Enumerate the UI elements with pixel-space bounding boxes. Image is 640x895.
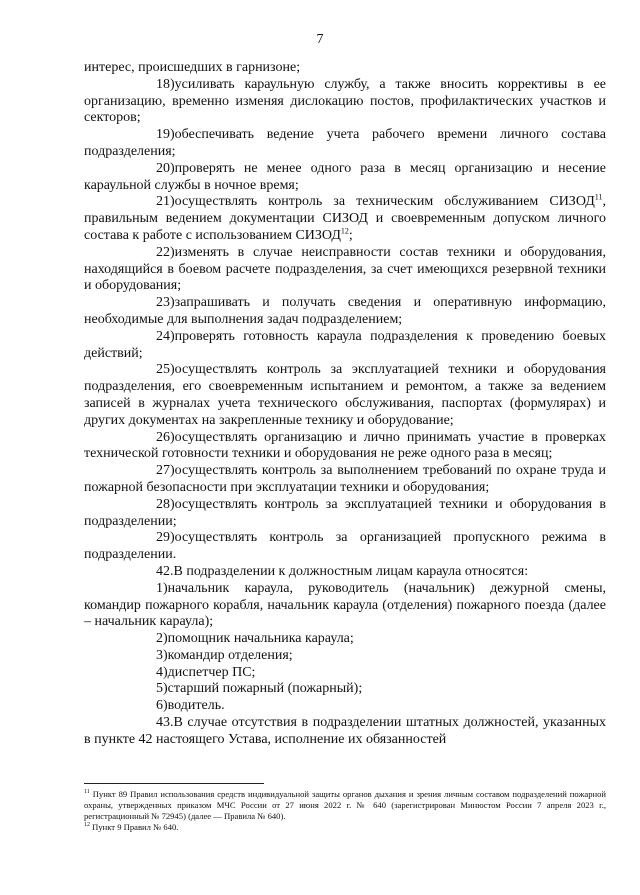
paragraph-text: начальник караула, руководитель (начальник) дежурной смены, командир пожарного корабля, начальник караула (отделения) пожарного поезда (далее – начальник караула); <box>84 580 606 630</box>
paragraph <box>84 715 606 749</box>
item-number: 27) <box>156 463 175 479</box>
footnote-text: Пункт 89 Правил использования средств индивидуальной защиты органов дыхания и зрения личным составом подразделений пожарной охраны, утвержденных приказом МЧС России от 27 июня 2022 г. № 640 (зарегистрирован Минюстом России 7 апреля 2023 г., регистрационный № 72945) (далее — Правила № 640). <box>84 789 606 821</box>
footnote-mark: 12 <box>84 822 90 829</box>
paragraph-text: осуществлять контроль за эксплуатацией техники и оборудования подразделения, его своевременным испытанием и ремонтом, а также за ведением записей в журналах учета технического обслуживания, паспортах (формулярах) и других документах на закрепленные технику и оборудование; <box>84 362 606 428</box>
item-number: 24) <box>156 328 175 344</box>
item-number: 1) <box>156 580 168 596</box>
paragraph-text: осуществлять контроль за организацией пропускного режима в подразделении. <box>84 530 606 563</box>
paragraph-text: обеспечивать ведение учета рабочего времени личного состава подразделения; <box>84 127 606 159</box>
paragraph <box>84 665 606 682</box>
footnote-mark: 11 <box>84 789 90 796</box>
paragraph <box>84 194 606 244</box>
item-number: 2) <box>156 631 168 647</box>
paragraph-text: командир отделения; <box>167 647 293 663</box>
paragraph-text: ; <box>348 227 353 243</box>
paragraph-text: запрашивать и получать сведения и оперативную информацию, необходимые для выполнения задач подразделением; <box>84 295 606 327</box>
paragraph-text: , правильным ведением документации СИЗОД и своевременным допуском личного состава к работе с использованием СИЗОД <box>84 194 606 243</box>
paragraph <box>84 564 606 581</box>
item-number: 29) <box>156 530 175 546</box>
paragraph-text: старший пожарный (пожарный); <box>167 681 363 697</box>
document-body <box>84 60 606 749</box>
paragraph-text: осуществлять контроль за техническим обслуживанием СИЗОД <box>174 194 595 210</box>
item-number: 20) <box>156 160 175 176</box>
paragraph <box>84 161 606 195</box>
paragraph-text: В случае отсутствия в подразделении штатных должностей, указанных в пункте 42 настоящего Устава, исполнение их обязанностей <box>84 715 606 747</box>
footnote <box>84 789 606 822</box>
paragraph <box>84 497 606 531</box>
paragraph-text: В подразделении к должностным лицам караула относятся: <box>173 563 529 579</box>
paragraph <box>84 295 606 329</box>
paragraph-text: осуществлять контроль за выполнением требований по охране труда и пожарной безопасности при эксплуатации техники и оборудования; <box>84 463 606 495</box>
item-number: 25) <box>156 362 175 378</box>
item-number: 19) <box>156 127 175 143</box>
paragraph <box>84 245 606 295</box>
paragraph <box>84 530 606 564</box>
item-number: 28) <box>156 496 175 512</box>
paragraph <box>84 329 606 363</box>
item-number: 22) <box>156 244 175 260</box>
footnote-text: Пункт 9 Правил № 640. <box>90 822 179 832</box>
paragraph-text: водитель. <box>167 698 225 714</box>
footnote-ref: 12 <box>340 226 349 236</box>
item-number: 21) <box>156 194 175 210</box>
paragraph-text: усиливать караульную службу, а также вносить коррективы в ее организацию, временно изменяя дислокацию постов, профилактических участков и секторов; <box>84 76 606 126</box>
paragraph <box>84 60 606 77</box>
paragraph-text: диспетчер ПС; <box>167 664 256 680</box>
paragraph <box>84 77 606 127</box>
paragraph-text: осуществлять организацию и лично принимать участие в проверках технической готовности техники и оборудования не реже одного раза в месяц; <box>84 429 606 462</box>
paragraph-text: изменять в случае неисправности состав техники и оборудования, находящийся в боевом расчете подразделения, за счет имеющихся резервной техники и оборудования; <box>84 244 606 294</box>
item-number: 43. <box>156 715 174 731</box>
paragraph <box>84 631 606 648</box>
paragraph-text: проверять готовность караула подразделения к проведению боевых действий; <box>84 328 606 361</box>
item-number: 23) <box>156 295 175 311</box>
item-number: 5) <box>156 681 168 697</box>
paragraph <box>84 362 606 429</box>
paragraph <box>84 681 606 698</box>
paragraph-text: интерес, происшедших в гарнизоне; <box>84 60 301 75</box>
paragraph <box>84 127 606 161</box>
paragraph-text: осуществлять контроль за эксплуатацией техники и оборудования в подразделении; <box>84 496 606 529</box>
item-number: 26) <box>156 429 175 445</box>
paragraph <box>84 698 606 715</box>
paragraph <box>84 581 606 631</box>
paragraph <box>84 648 606 665</box>
item-number: 3) <box>156 647 168 663</box>
item-number: 6) <box>156 698 168 714</box>
footnote-separator <box>84 783 264 784</box>
footnotes <box>84 789 606 833</box>
paragraph-text: проверять не менее одного раза в месяц организацию и несение караульной службы в ночное время; <box>84 160 606 193</box>
footnote <box>84 822 606 833</box>
item-number: 4) <box>156 664 168 680</box>
paragraph <box>84 463 606 497</box>
footnote-ref: 11 <box>594 192 603 202</box>
page-number: 7 <box>316 32 324 47</box>
paragraph <box>84 430 606 464</box>
item-number: 18) <box>156 76 175 92</box>
item-number: 42. <box>156 563 174 579</box>
paragraph-text: помощник начальника караула; <box>167 631 354 647</box>
